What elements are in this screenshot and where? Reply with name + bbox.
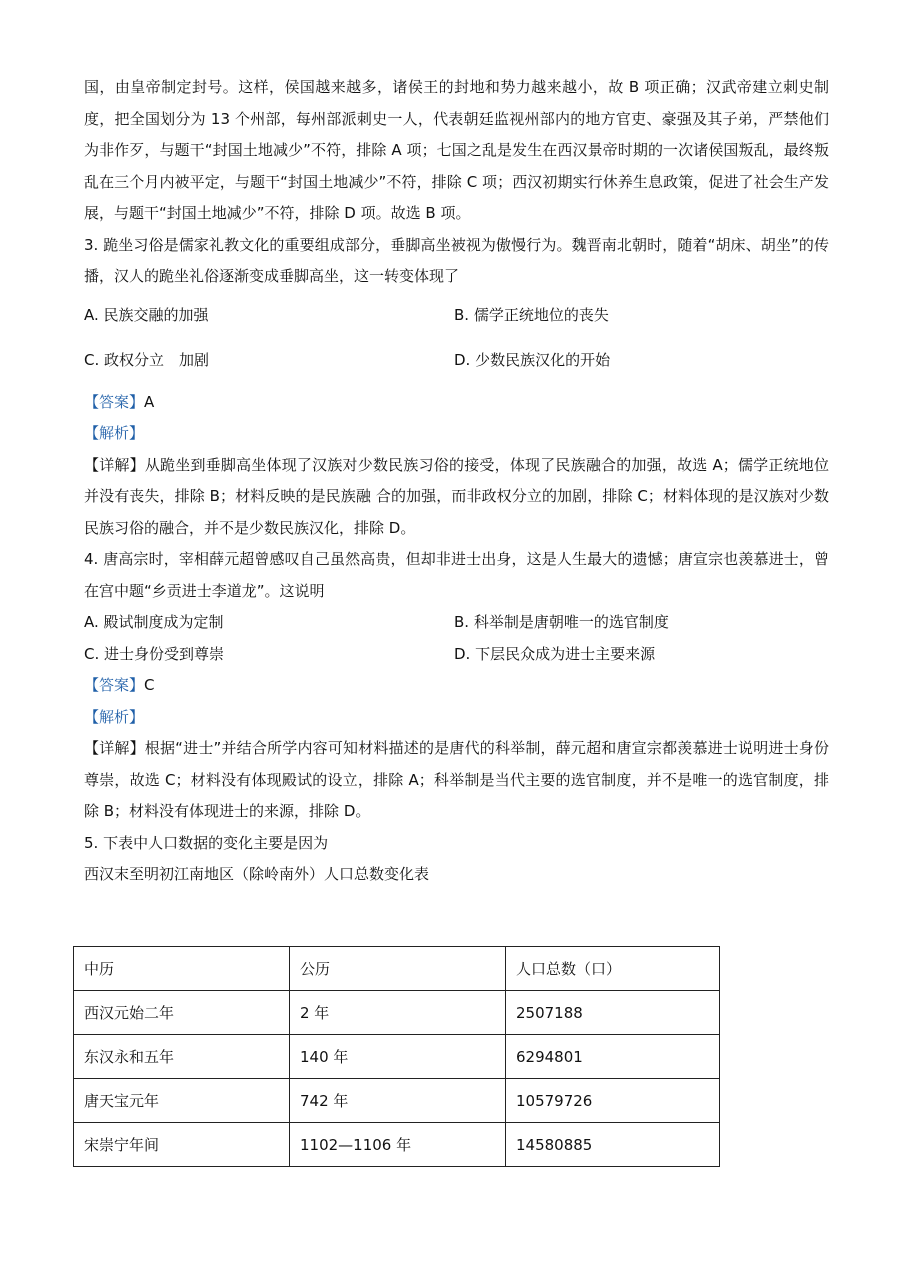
question-3-options xyxy=(84,293,829,383)
table-header-row xyxy=(74,947,720,991)
question-3-option-d: D. 少数民族汉化的开始 xyxy=(454,350,611,369)
question-4-option-a: A. 殿试制度成为定制 xyxy=(84,613,224,631)
table-cell: 东汉永和五年 xyxy=(74,1035,290,1079)
table-cell: 140 年 xyxy=(290,1035,506,1079)
document-page xyxy=(84,72,829,891)
question-4-stem: 4. 唐高宗时，宰相薛元超曾感叹自己虽然高贵，但却非进士出身，这是人生最大的遗憾；唐宣宗也羡慕进士，曾在宫中题“乡贡进士李道龙”。这说明 xyxy=(84,550,829,600)
table-header-cell: 公历 xyxy=(290,947,506,991)
population-table xyxy=(73,946,720,1167)
analysis-label: 【解析】 xyxy=(84,707,145,726)
table-row xyxy=(74,1123,720,1167)
question-5-stem: 5. 下表中人口数据的变化主要是因为 xyxy=(84,833,329,852)
table-row xyxy=(74,1035,720,1079)
answer-label: 【答案】 xyxy=(84,676,145,694)
detail-label: 【详解】 xyxy=(84,455,145,474)
table-cell: 2 年 xyxy=(290,991,506,1035)
question-3-option-b: B. 儒学正统地位的丧失 xyxy=(454,305,609,324)
paragraph-q2-explanation-continued: 国，由皇帝制定封号。这样，侯国越来越多，诸侯王的封地和势力越来越小，故 B 项正确；汉武帝建立刺史制度，把全国划分为 13 个州部，每州部派刺史一人，代表朝廷监视州部内的地方官吏、豪强及其子弟，严禁他们为非作歹，与题干“封国土地减少”不符，排除 A 项；七国之乱是发生在西汉景帝时期的一次诸侯国叛乱，最终叛乱在三个月内被平定，与题干“封国土地减少”不符，排除 C 项；西汉初期实行休养生息政策，促进了社会生产发展，与题干“封国土地减少”不符，排除 D 项。故选 B 项。 xyxy=(84,78,829,222)
question-3-answer xyxy=(84,387,829,419)
question-3-detail xyxy=(84,450,829,545)
question-4-option-b: B. 科举制是唐朝唯一的选官制度 xyxy=(454,613,669,631)
table-cell: 742 年 xyxy=(290,1079,506,1123)
question-4-option-c: C. 进士身份受到尊崇 xyxy=(84,644,225,663)
question-3-stem: 3. 跪坐习俗是儒家礼教文化的重要组成部分，垂脚高坐被视为傲慢行为。魏晋南北朝时，随着“胡床、胡坐”的传播，汉人的跪坐礼俗逐渐变成垂脚高坐，这一转变体现了 xyxy=(84,235,829,285)
question-4-options xyxy=(84,607,829,670)
answer-value: A xyxy=(144,392,155,411)
answer-value: C xyxy=(144,676,155,694)
question-3-option-c: C. 政权分立 加剧 xyxy=(84,350,210,369)
question-4-detail xyxy=(84,733,829,828)
table-cell: 1102—1106 年 xyxy=(290,1123,506,1167)
detail-text: 根据“进士”并结合所学内容可知材料描述的是唐代的科举制，薛元超和唐宣宗都羡慕进士说明进士身份尊崇，故选 C；材料没有体现殿试的设立，排除 A；科举制是当代主要的选官制度，并不是唯一的选官制度，排除 B；材料没有体现进士的来源，排除 D。 xyxy=(84,739,829,820)
table-header-cell: 人口总数（口） xyxy=(506,947,720,991)
table-cell: 14580885 xyxy=(506,1123,720,1167)
table-row xyxy=(74,1079,720,1123)
table-title: 西汉末至明初江南地区（除岭南外）人口总数变化表 xyxy=(84,865,430,883)
question-4-option-d: D. 下层民众成为进士主要来源 xyxy=(454,644,656,663)
question-4-answer xyxy=(84,670,829,702)
answer-label: 【答案】 xyxy=(84,392,145,411)
question-4-analysis xyxy=(84,702,829,734)
table-row xyxy=(74,991,720,1035)
table-cell: 西汉元始二年 xyxy=(74,991,290,1035)
question-3-option-a: A. 民族交融的加强 xyxy=(84,305,209,324)
table-cell: 唐天宝元年 xyxy=(74,1079,290,1123)
question-3-analysis xyxy=(84,418,829,450)
table-cell: 10579726 xyxy=(506,1079,720,1123)
detail-text: 从跪坐到垂脚高坐体现了汉族对少数民族习俗的接受，体现了民族融合的加强，故选 A；儒学正统地位并没有丧失，排除 B；材料反映的是民族融 合的加强，而非政权分立的加剧，排除 C；材料体现的是汉族对少数民族习俗的融合，并不是少数民族汉化，排除 D。 xyxy=(84,455,829,537)
table-cell: 2507188 xyxy=(506,991,720,1035)
table-cell: 6294801 xyxy=(506,1035,720,1079)
table-header-cell: 中历 xyxy=(74,947,290,991)
table-cell: 宋崇宁年间 xyxy=(74,1123,290,1167)
detail-label: 【详解】 xyxy=(84,739,145,757)
analysis-label: 【解析】 xyxy=(84,424,145,442)
